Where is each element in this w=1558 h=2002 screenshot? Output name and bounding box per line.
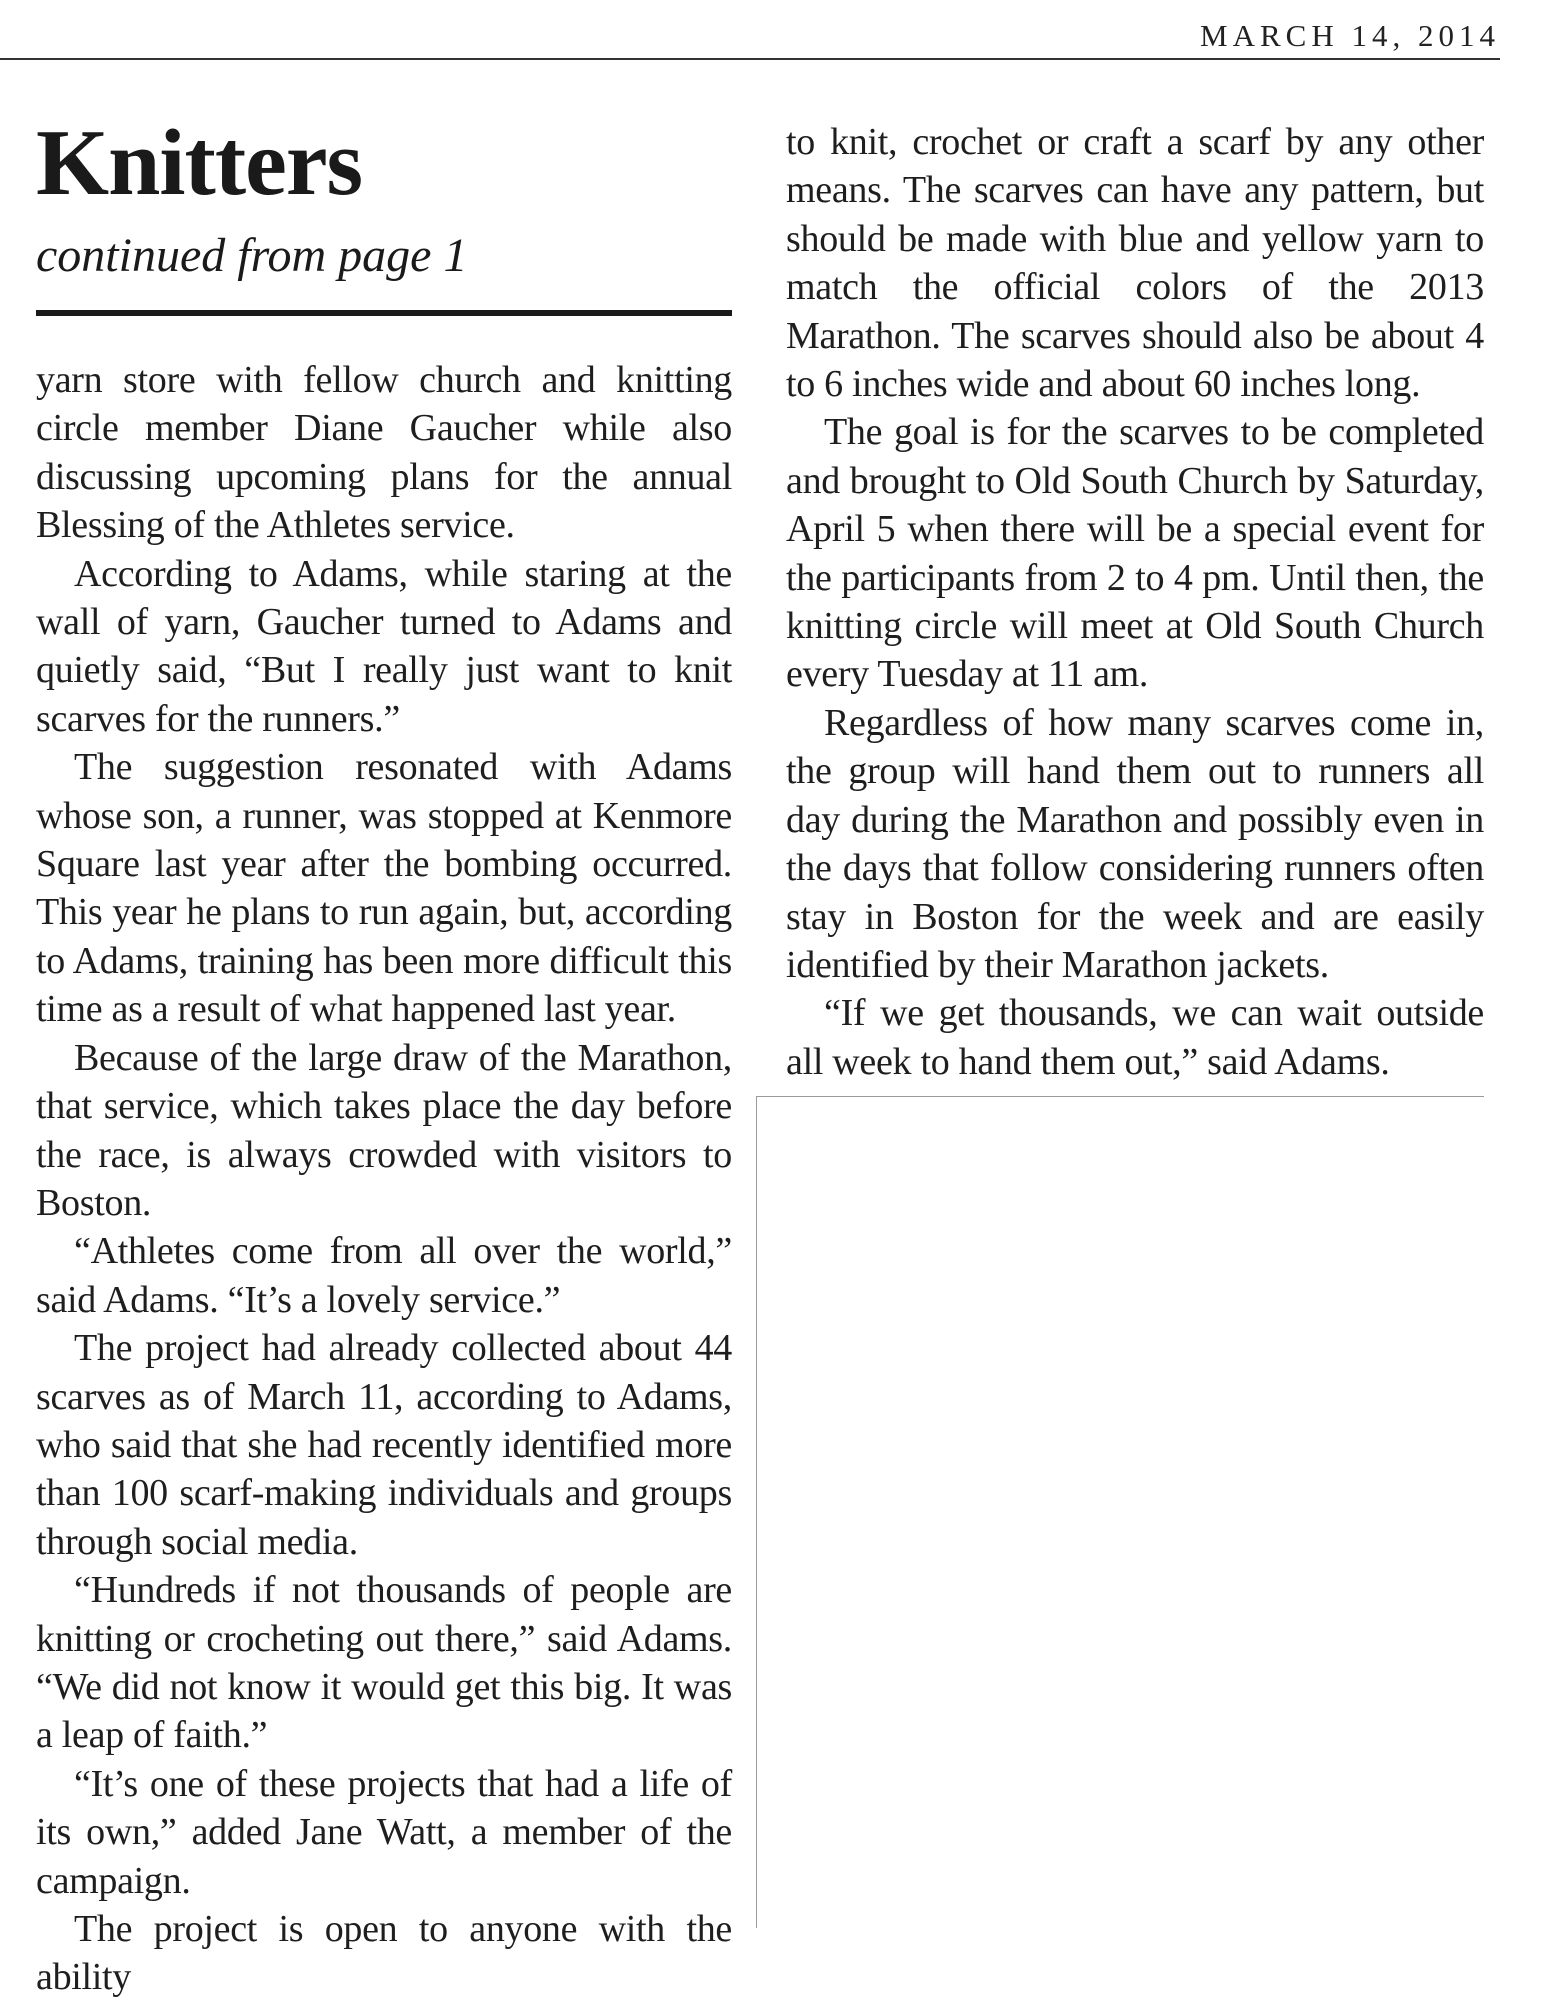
paragraph: The suggestion resonated with Adams whose son, a runner, was stopped at Kenmore Square last year after the bombing occurred. This year he plans to run again, but, according to Adams, training has been more difficult this time as a result of what happened last year.: [36, 746, 732, 1031]
issue-date: MARCH 14, 2014: [1200, 18, 1500, 53]
paragraph: “Athletes come from all over the world,” said Adams. “It’s a lovely service.”: [36, 1230, 732, 1321]
paragraph: “Hundreds if not thousands of people are knitting or crocheting out there,” said Adams. “We did not know it would get this big. It was a leap of faith.”: [36, 1569, 732, 1757]
paragraph: The goal is for the scarves to be completed and brought to Old South Church by Saturday, April 5 when there will be a special event for the participants from 2 to 4 pm. Until then, the knitting circle will meet at Old South Church every Tuesday at 11 am.: [786, 411, 1484, 696]
paragraph: yarn store with fellow church and knitting circle member Diane Gaucher while also discussing upcoming plans for the annual Blessing of the Athletes service.: [36, 359, 732, 547]
paragraph: Because of the large draw of the Marathon, that service, which takes place the day before the race, is always crowded with visitors to Boston.: [36, 1036, 732, 1224]
right-column: [786, 118, 1484, 1086]
paragraph: The project had already collected about 44 scarves as of March 11, according to Adams, who said that she had recently identified more than 100 scarf-making individuals and groups through social media.: [36, 1327, 732, 1563]
continued-from-line: continued from page 1: [36, 229, 468, 282]
empty-space-top-rule: [756, 1096, 1484, 1097]
headline-rule: [36, 310, 732, 316]
paragraph: “It’s one of these projects that had a life of its own,” added Jane Watt, a member of the campaign.: [36, 1762, 732, 1902]
paragraph: to knit, crochet or craft a scarf by any other means. The scarves can have any pattern, but should be made with blue and yellow yarn to match the official colors of the 2013 Marathon. The scarves should also be about 4 to 6 inches wide and about 60 inches long.: [786, 121, 1484, 406]
paragraph: “If we get thousands, we can wait outside all week to hand them out,” said Adams.: [786, 992, 1484, 1083]
paragraph: According to Adams, while staring at the wall of yarn, Gaucher turned to Adams and quietly said, “But I really just want to knit scarves for the runners.”: [36, 552, 732, 740]
column-divider: [756, 1096, 757, 1928]
left-column: [36, 356, 732, 2002]
header-rule: [0, 58, 1500, 60]
paragraph: The project is open to anyone with the ability: [36, 1908, 732, 1999]
headline: Knitters: [36, 111, 363, 215]
paragraph: Regardless of how many scarves come in, the group will hand them out to runners all day during the Marathon and possibly even in the days that follow considering runners often stay in Boston for the week and are easily identified by their Marathon jackets.: [786, 701, 1484, 986]
